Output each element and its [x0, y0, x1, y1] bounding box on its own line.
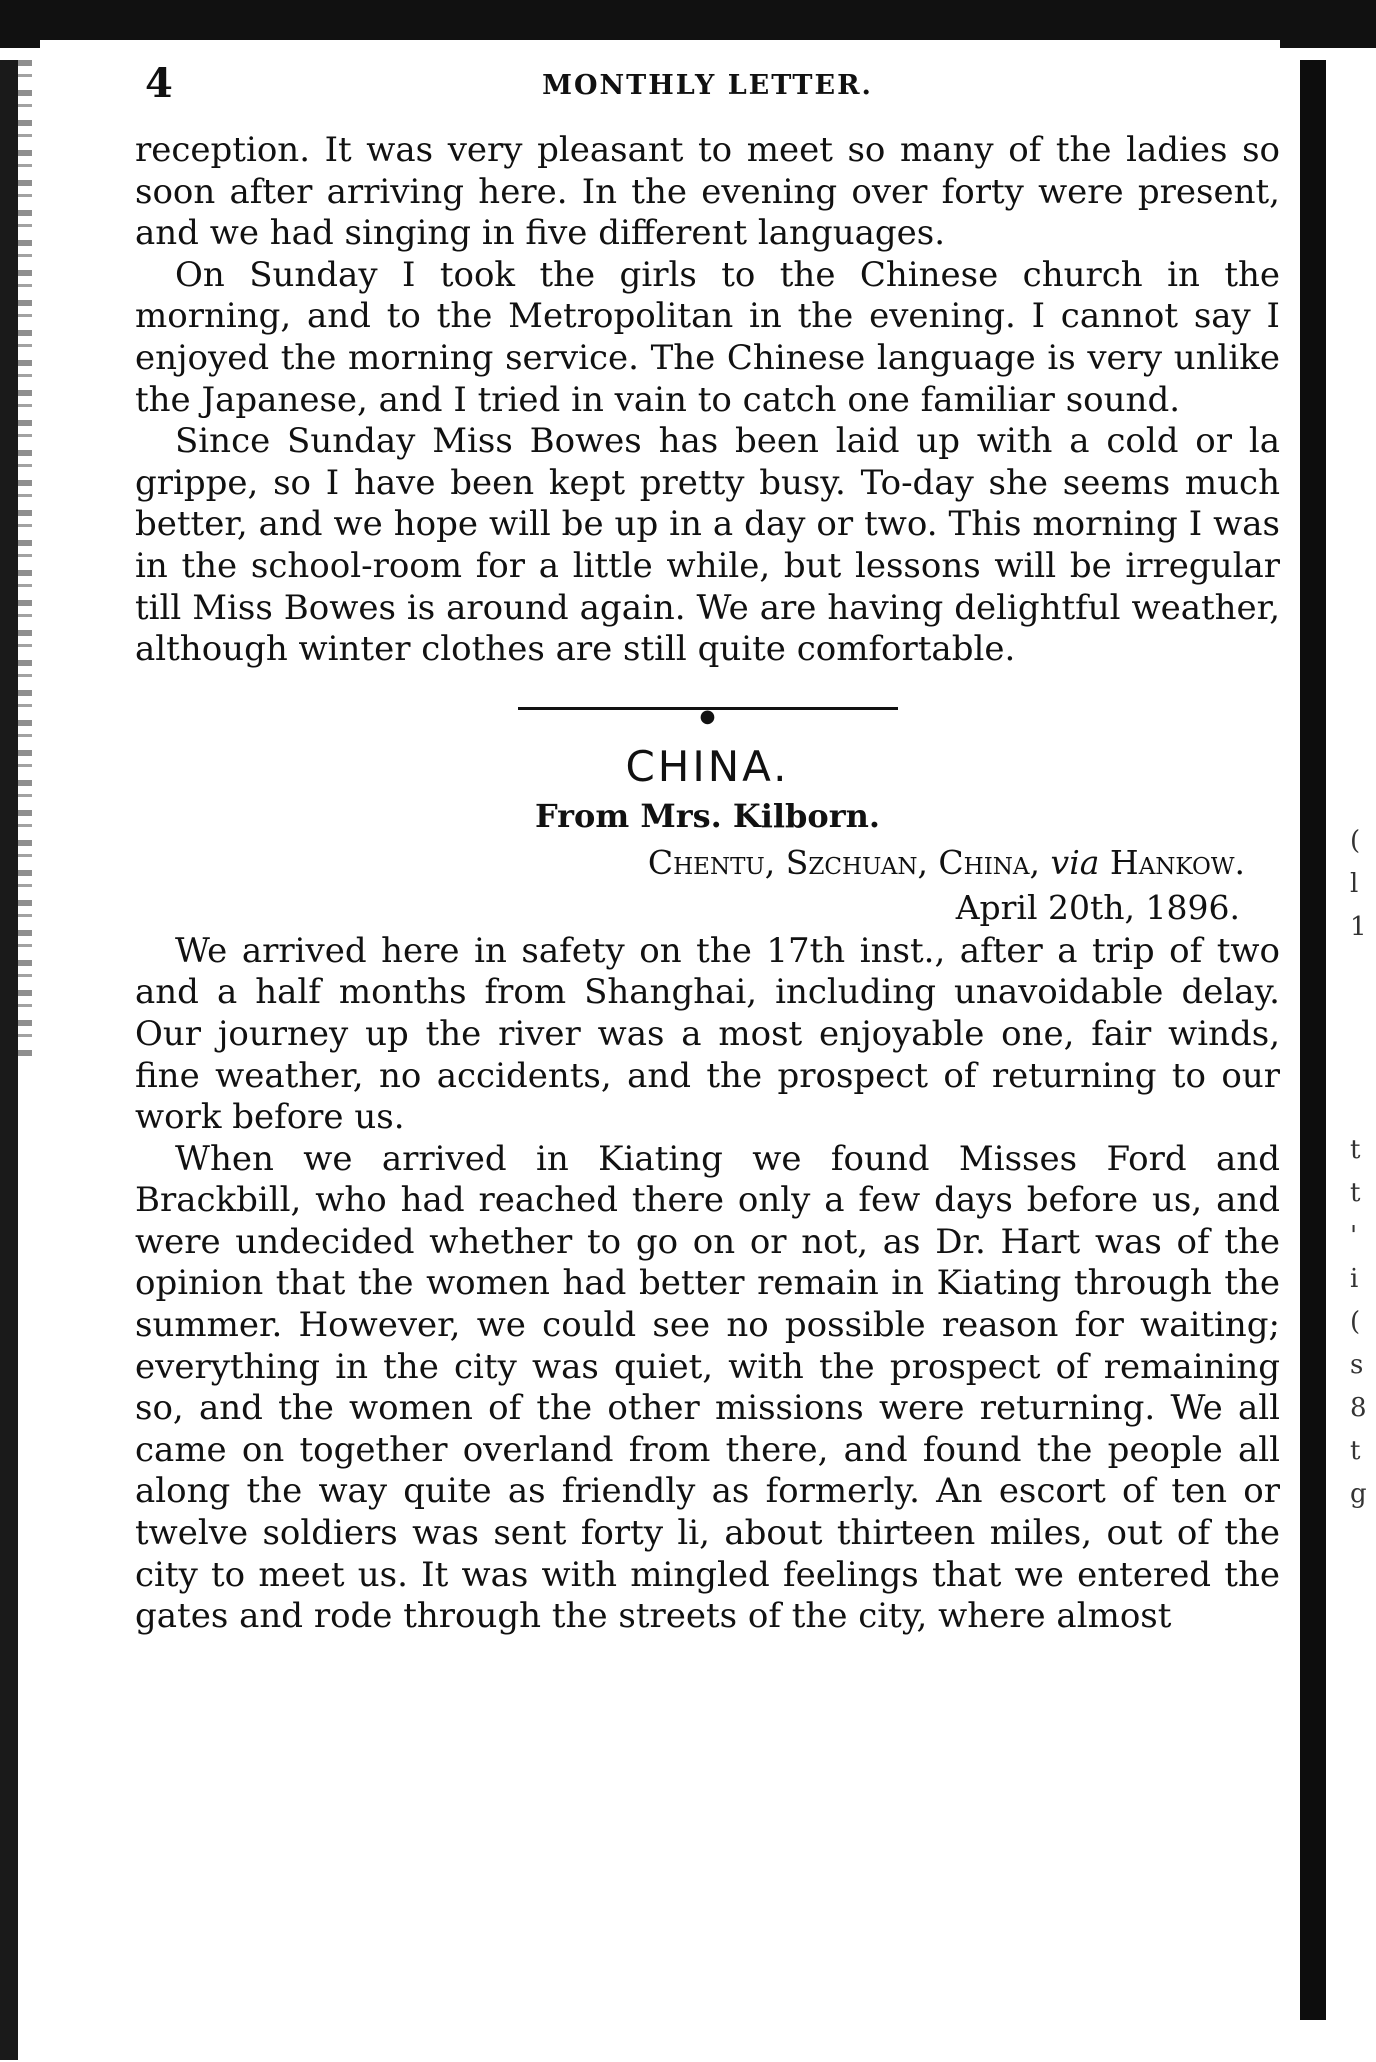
margin-mark: ( — [1350, 826, 1361, 856]
margin-mark: ( — [1350, 1307, 1361, 1337]
scan-border-right — [1300, 60, 1326, 2020]
margin-mark: 8 — [1350, 1393, 1367, 1423]
margin-mark: t — [1350, 1135, 1361, 1165]
margin-mark: s — [1350, 1350, 1364, 1380]
body-paragraph: When we arrived in Kiating we found Misses Ford and Brackbill, who had reached there only a few days before us, and were undecided whether to go on or not, as Dr. Hart was of the opinion that the women had better remain in Kiating through the summer. However, we could see no possible reason for waiting; everything in the city was quiet, with the prospect of remaining so, and the women of the other missions were returning. We all came on together overland from there, and found the people all along the way quite as friendly as formerly. An escort of ten or twelve soldiers was sent forty li, about thirteen miles, out of the city to meet us. It was with mingled feelings that we entered the gates and rode through the streets of the city, where almost — [135, 1138, 1280, 1637]
letter-byline: From Mrs. Kilborn. — [534, 796, 881, 835]
scan-border-left — [0, 60, 18, 2060]
address-via: via — [1050, 842, 1100, 882]
page-number: 4 — [145, 60, 173, 107]
margin-mark: t — [1350, 1436, 1361, 1466]
body-paragraph: We arrived here in safety on the 17th inst., after a trip of two and a half months from Shanghai, including unavoidable delay. Our journey up the river was a most enjoyable one, fair winds, fine weather, no accidents, and the prospect of returning to our work before us. — [135, 930, 1280, 1138]
letter-address — [135, 843, 1280, 882]
margin-mark: g — [1350, 1479, 1367, 1509]
facing-page-letters — [1350, 820, 1370, 1516]
section-title: CHINA. — [625, 741, 790, 791]
margin-mark: l — [1350, 869, 1359, 899]
margin-mark: ' — [1350, 1221, 1358, 1251]
page-content — [135, 60, 1280, 1638]
scan-border-top-gap — [40, 40, 1280, 58]
page-header — [135, 60, 1280, 130]
address-place: Chentu, Szchuan, China, — [647, 842, 1041, 882]
body-paragraph: On Sunday I took the girls to the Chinese church in the morning, and to the Metropolitan in the evening. I cannot say I enjoyed the morning service. The Chinese language is very unlike the Japanese, and I tried in vain to catch one familiar sound. — [135, 254, 1280, 420]
letter-date: April 20th, 1896. — [955, 887, 1240, 927]
divider-dot: ● — [699, 705, 716, 727]
scan-binding-noise — [18, 60, 32, 1060]
body-paragraph: reception. It was very pleasant to meet so many of the ladies so soon after arriving here. In the evening over forty were present, and we had singing in five different languages. — [135, 130, 1280, 254]
body-paragraph: Since Sunday Miss Bowes has been laid up with a cold or la grippe, so I have been kept pretty busy. To-day she seems much better, and we hope will be up in a day or two. This morning I was in the school-room for a little while, but lessons will be irregular till Miss Bowes is around again. We are having delightful weather, although winter clothes are still quite comfortable. — [135, 421, 1280, 670]
running-head: MONTHLY LETTER. — [542, 70, 873, 101]
margin-mark: t — [1350, 1178, 1361, 1208]
address-city: Hankow. — [1109, 842, 1245, 882]
margin-mark: i — [1350, 1264, 1359, 1294]
margin-mark: 1 — [1350, 912, 1367, 942]
